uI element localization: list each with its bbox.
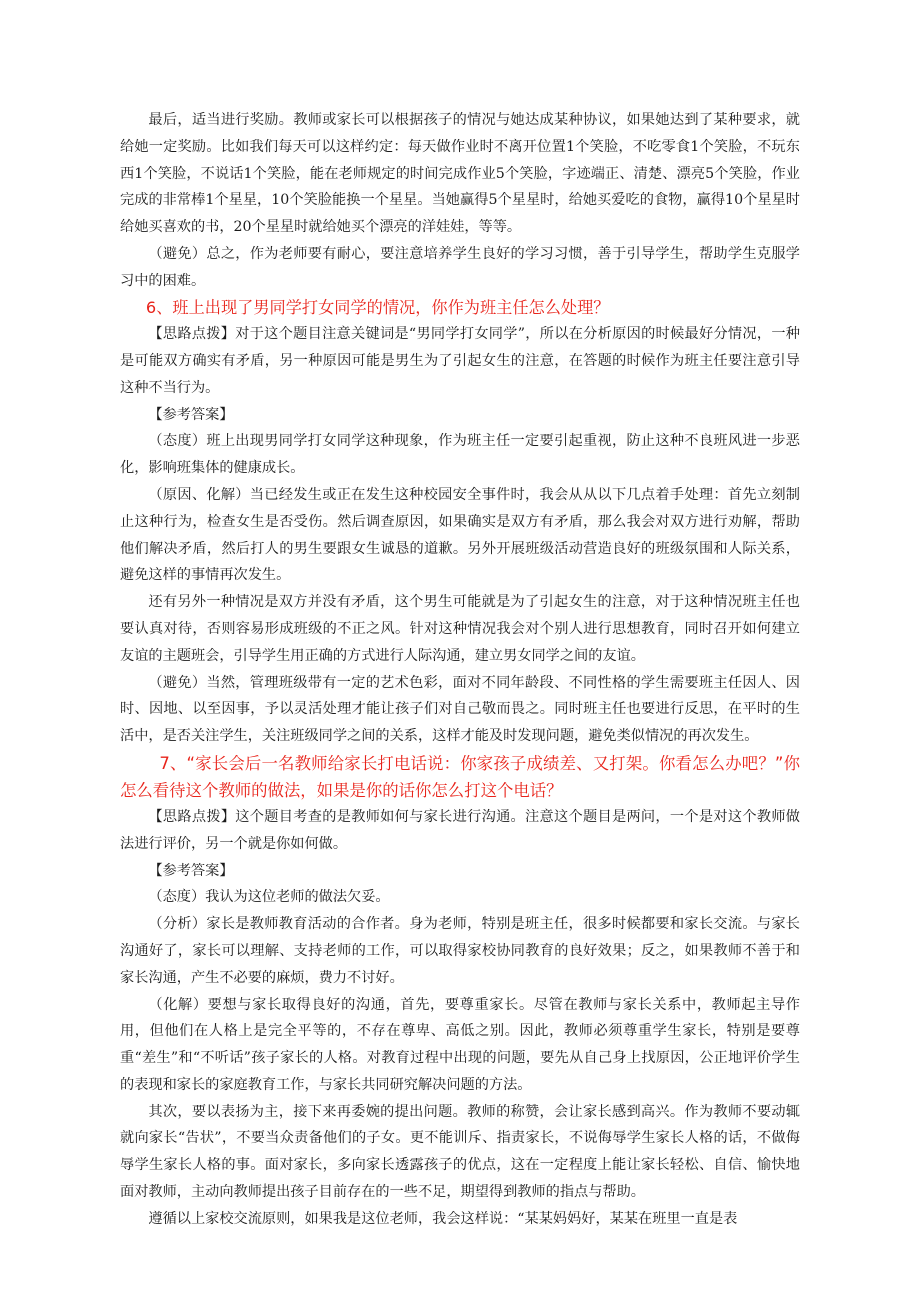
question-7-answer-script: 遵循以上家校交流原则，如果我是这位老师，我会这样说：“某某妈妈好，某某在班里一直是表 [148, 1210, 738, 1227]
question-7-answer-resolve: （化解）要想与家长取得良好的沟通，首先，要尊重家长。尽管在教师与家长关系中，教师起主导作用，但他们在人格上是完全平等的，不存在尊卑、高低之别。因此，教师必须尊重学生家长，特别是要尊重“差生”和“不听话”孩子家长的人格。对教育过程中出现的问题，要先从自己身上找原因，公正地评价学生的表现和家长的家庭教育工作，与家长共同研究解决问题的方法。 [120, 996, 800, 1093]
document-body [120, 107, 800, 1233]
question-7-answer-praise: 其次，要以表扬为主，接下来再委婉的提出问题。教师的称赞，会让家长感到高兴。作为教师不要动辄就向家长“告状”，不要当众责备他们的子女。更不能训斥、指责家长，不说侮辱学生家长人格的话，不做侮辱学生家长人格的事。面对家长，多向家长透露孩子的优点，这在一定程度上能让家长轻松、自信、愉快地面对教师，主动向教师提出孩子目前存在的一些不足，期望得到教师的指点与帮助。 [120, 1103, 800, 1201]
question-7-reference-label: 【参考答案】 [148, 862, 234, 879]
question-7-hint: 【思路点拨】这个题目考查的是教师如何与家长进行沟通。注意这个题目是两问，一个是对这个教师做法进行评价，另一个就是你如何做。 [120, 808, 800, 852]
question-6-answer-other-case: 还有另外一种情况是双方并没有矛盾，这个男生可能就是为了引起女生的注意，对于这种情况班主任也要认真对待，否则容易形成班级的不正之风。针对这种情况我会对个别人进行思想教育，同时召开如何建立友谊的主题班会，引导学生用正确的方式进行人际沟通，建立男女同学之间的友谊。 [120, 594, 800, 664]
question-6-title: 6、班上出现了男同学打女同学的情况，你作为班主任怎么处理？ [145, 297, 610, 317]
question-7-answer-attitude: （态度）我认为这位老师的做法欠妥。 [148, 889, 390, 906]
paragraph-reward: 最后，适当进行奖励。教师或家长可以根据孩子的情况与她达成某种协议，如果她达到了某种要求，就给她一定奖励。比如我们每天可以这样约定：每天做作业时不离开位置1个笑脸，不吃零食1个笑脸，不玩东西1个笑脸，不说话1个笑脸，能在老师规定的时间完成作业5个笑脸，字迹端正、清楚、漂亮5个笑脸，作业完成的非常棒1个星星，10个笑脸能换一个星星。当她赢得5个星星时，给她买爱吃的食物，赢得10个星星时给她买喜欢的书，20个星星时就给她买个漂亮的洋娃娃，等等。 [120, 112, 800, 236]
question-7-answer-analysis: （分析）家长是教师教育活动的合作者。身为老师，特别是班主任，很多时候都要和家长交流。与家长沟通好了，家长可以理解、支持老师的工作，可以取得家校协同教育的良好效果；反之，如果教师不善于和家长沟通，产生不必要的麻烦，费力不讨好。 [120, 916, 800, 986]
question-6-reference-label: 【参考答案】 [148, 406, 234, 423]
question-6-answer-cause: （原因、化解）当已经发生或正在发生这种校园安全事件时，我会从从以下几点着手处理：首先立刻制止这种行为，检查女生是否受伤。然后调查原因，如果确实是双方有矛盾，那么我会对双方进行劝解，帮助他们解决矛盾，然后打人的男生要跟女生诚恳的道歉。另外开展班级活动营造良好的班级氛围和人际关系，避免这样的事情再次发生。 [120, 486, 800, 584]
paragraph-avoid-summary: （避免）总之，作为老师要有耐心，要注意培养学生良好的学习习惯，善于引导学生，帮助学生克服学习中的困难。 [120, 245, 800, 289]
question-6-answer-attitude: （态度）班上出现男同学打女同学这种现象，作为班主任一定要引起重视，防止这种不良班风进一步恶化，影响班集体的健康成长。 [120, 433, 800, 477]
question-6-hint: 【思路点拨】对于这个题目注意关键词是“男同学打女同学”，所以在分析原因的时候最好分情况，一种是可能双方确实有矛盾，另一种原因可能是男生为了引起女生的注意，在答题的时候作为班主任要注意引导这种不当行为。 [120, 326, 800, 396]
question-6-answer-avoid: （避免）当然，管理班级带有一定的艺术色彩，面对不同年龄段、不同性格的学生需要班主任因人、因时、因地、以至因事，予以灵活处理才能让孩子们对自己敬而畏之。同时班主任也要进行反思，在平时的生活中，是否关注学生，关注班级同学之间的关系，这样才能及时发现问题，避免类似情况的再次发生。 [120, 674, 800, 745]
question-7-title: 7、“家长会后一名教师给家长打电话说：你家孩子成绩差、又打架。你看怎么办吧？”你怎么看待这个教师的做法，如果是你的话你怎么打这个电话？ [120, 753, 800, 800]
